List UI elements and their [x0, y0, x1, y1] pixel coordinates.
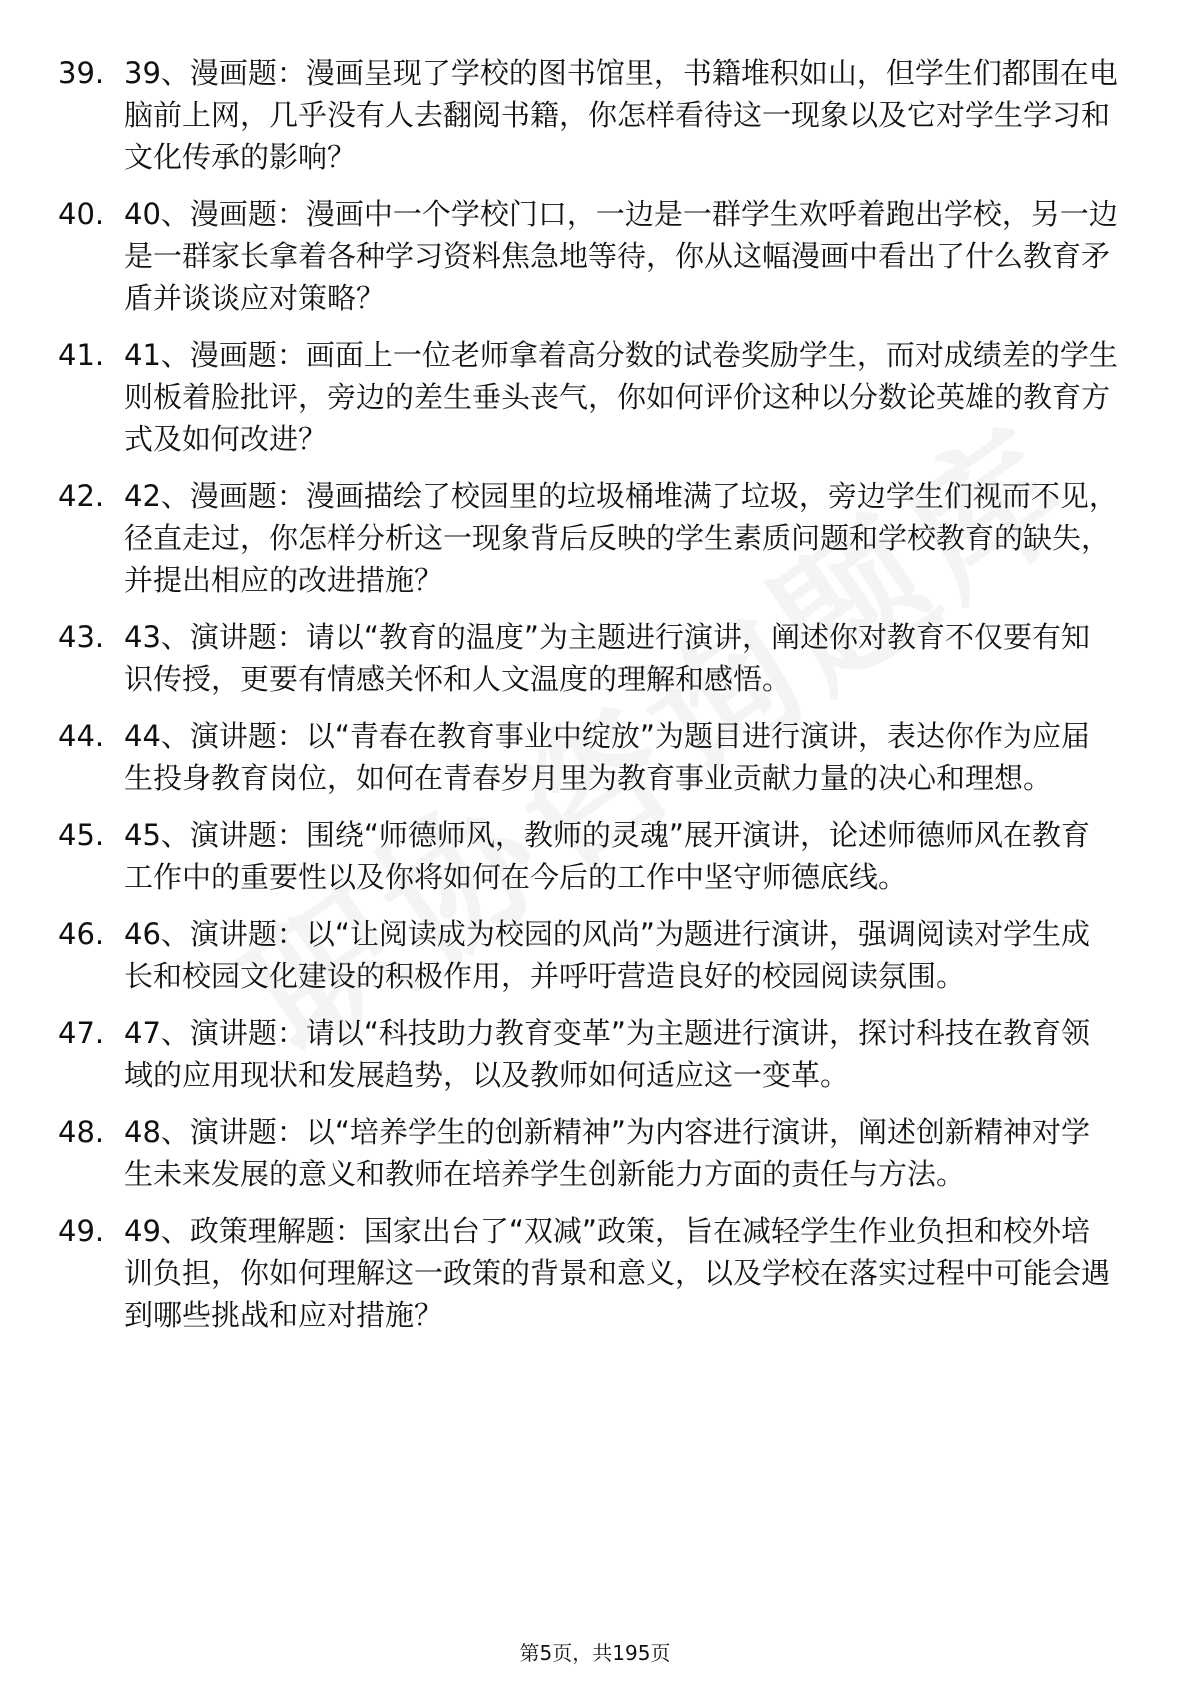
question-text: 47、演讲题：请以“科技助力教育变革”为主题进行演讲，探讨科技在教育领域的应用现状和发展趋势，以及教师如何适应这一变革。 [124, 1016, 1090, 1092]
question-number: 41. [58, 338, 105, 372]
question-number: 39. [58, 56, 105, 90]
question-number: 42. [58, 479, 105, 513]
question-list [58, 52, 1118, 1351]
question-text: 39、漫画题：漫画呈现了学校的图书馆里，书籍堆积如山，但学生们都围在电脑前上网，几乎没有人去翻阅书籍，你怎样看待这一现象以及它对学生学习和文化传承的影响？ [124, 56, 1118, 174]
question-item [58, 913, 1118, 997]
question-number: 40. [58, 197, 105, 231]
page-footer: 第5页，共195页 [519, 1641, 671, 1665]
question-text: 48、演讲题：以“培养学生的创新精神”为内容进行演讲，阐述创新精神对学生未来发展的意义和教师在培养学生创新能力方面的责任与方法。 [124, 1115, 1090, 1191]
question-text: 41、漫画题：画面上一位老师拿着高分数的试卷奖励学生，而对成绩差的学生则板着脸批评，旁边的差生垂头丧气，你如何评价这种以分数论英雄的教育方式及如何改进？ [124, 338, 1118, 456]
question-item [58, 616, 1118, 700]
question-text: 45、演讲题：围绕“师德师风，教师的灵魂”展开演讲，论述师德师风在教育工作中的重要性以及你将如何在今后的工作中坚守师德底线。 [124, 818, 1090, 894]
question-item [58, 1111, 1118, 1195]
question-item [58, 52, 1118, 178]
question-number: 45. [58, 818, 105, 852]
question-number: 48. [58, 1115, 105, 1149]
question-item [58, 334, 1118, 460]
question-number: 46. [58, 917, 105, 951]
question-text: 46、演讲题：以“让阅读成为校园的风尚”为题进行演讲，强调阅读对学生成长和校园文化建设的积极作用，并呼吁营造良好的校园阅读氛围。 [124, 917, 1090, 993]
question-number: 43. [58, 620, 105, 654]
question-number: 44. [58, 719, 105, 753]
question-item [58, 814, 1118, 898]
question-item [58, 1012, 1118, 1096]
question-item [58, 715, 1118, 799]
question-text: 44、演讲题：以“青春在教育事业中绽放”为题目进行演讲，表达你作为应届生投身教育岗位，如何在青春岁月里为教育事业贡献力量的决心和理想。 [124, 719, 1090, 795]
question-item [58, 193, 1118, 319]
question-text: 42、漫画题：漫画描绘了校园里的垃圾桶堆满了垃圾，旁边学生们视而不见，径直走过，你怎样分析这一现象背后反映的学生素质问题和学校教育的缺失，并提出相应的改进措施？ [124, 479, 1118, 597]
question-number: 49. [58, 1214, 105, 1248]
question-text: 43、演讲题：请以“教育的温度”为主题进行演讲，阐述你对教育不仅要有知识传授，更要有情感关怀和人文温度的理解和感悟。 [124, 620, 1090, 696]
question-number: 47. [58, 1016, 105, 1050]
question-text: 49、政策理解题：国家出台了“双减”政策，旨在减轻学生作业负担和校外培训负担，你如何理解这一政策的背景和意义，以及学校在落实过程中可能会遇到哪些挑战和应对措施？ [124, 1214, 1111, 1332]
question-text: 40、漫画题：漫画中一个学校门口，一边是一群学生欢呼着跑出学校，另一边是一群家长拿着各种学习资料焦急地等待，你从这幅漫画中看出了什么教育矛盾并谈谈应对策略？ [124, 197, 1118, 315]
question-item [58, 1210, 1118, 1336]
question-item [58, 475, 1118, 601]
